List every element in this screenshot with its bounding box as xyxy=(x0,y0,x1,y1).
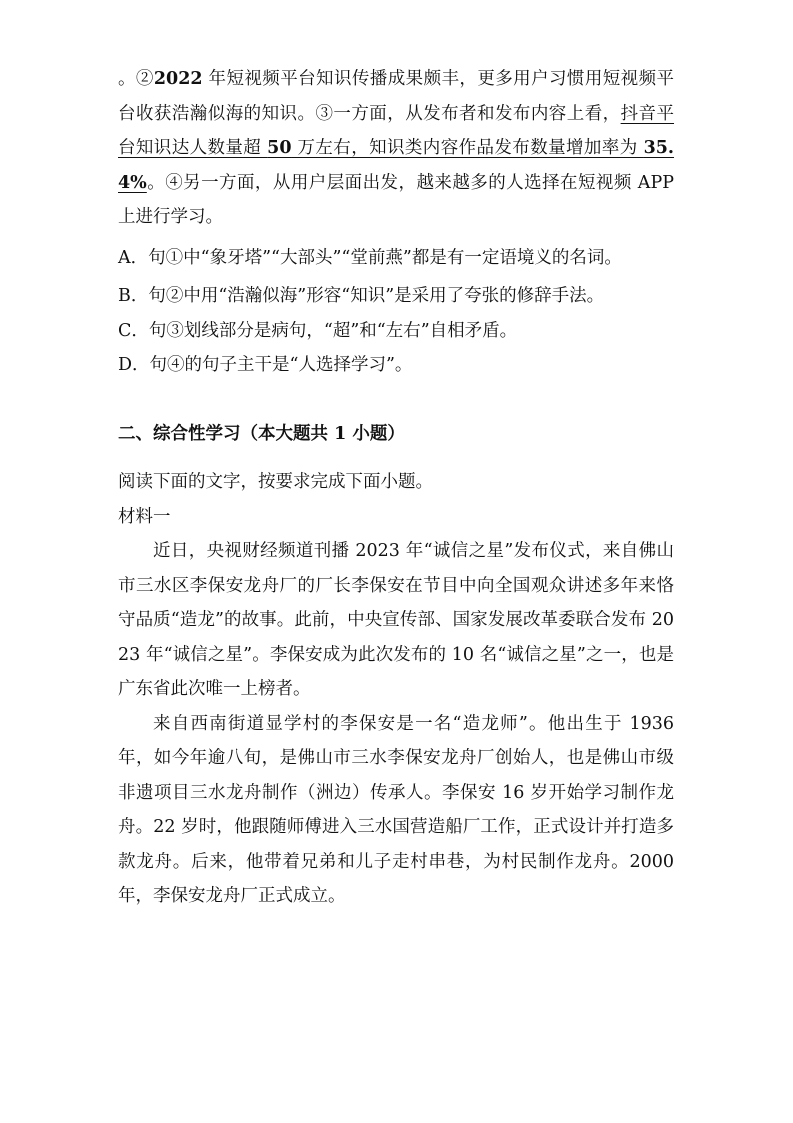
material-paragraph-2: 来自西南街道显学村的李保安是一名“造龙师”。他出生于 1936 年，如今年逾八旬，是佛山市三水李保安龙舟厂创始人，也是佛山市级非遗项目三水龙舟制作（洲边）传承人。李保安 16 岁开始学习制作龙舟。22 岁时，他跟随师傅进入三水国营造船厂工作，正式设计并打造多款龙舟。后来，他带着兄弟和儿子走村串巷，为村民制作龙舟。2000 年，李保安龙舟厂正式成立。 xyxy=(118,713,674,906)
passage-s2-prefix: 。② xyxy=(118,69,154,89)
passage-s2-year: 2022 xyxy=(153,69,203,89)
option-b: B．句②中用“浩瀚似海”形容“知识”是采用了夸张的修辞手法。 xyxy=(118,286,605,306)
instruction-text: 阅读下面的文字，按要求完成下面小题。 xyxy=(118,472,433,492)
passage-tail: 。④另一方面，从用户层面出发，越来越多的人选择在短视频 APP 上进行学习。 xyxy=(118,172,674,227)
option-c: C．句③划线部分是病句，“超”和“左右”自相矛盾。 xyxy=(118,320,518,341)
option-a: A．句①中“象牙塔”“大部头”“堂前燕”都是有一定语境义的名词。 xyxy=(118,247,622,268)
document-page xyxy=(118,62,674,914)
passage-text xyxy=(118,62,674,235)
section-title: 二、综合性学习（本大题共 1 小题） xyxy=(118,423,405,444)
passage-s2-text: 年短视频平台知识传播成果颇丰，更多用户习惯用短视频平台收获浩瀚似海的知识。③一方面，从发布者和发布内容上看， xyxy=(118,69,675,124)
material-label: 材料一 xyxy=(118,506,171,527)
underlined-part-b: 万左右，知识类内容作品发布数量增加率为 xyxy=(291,138,644,158)
underlined-num-1: 50 xyxy=(267,138,292,158)
underlined-part-a: 抖音平台知识达人数量超 xyxy=(118,103,675,158)
underlined-num-2: 35.4% xyxy=(118,138,675,193)
option-d: D．句④的句子主干是“人选择学习”。 xyxy=(118,355,413,375)
material-paragraph-1: 近日，央视财经频道刊播 2023 年“诚信之星”发布仪式，来自佛山市三水区李保安龙舟厂的厂长李保安在节目中向全国观众讲述多年来恪守品质“造龙”的故事。此前，中央宣传部、国家发展改革委联合发布 2023 年“诚信之星”。李保安成为此次发布的 10 名“诚信之星”之一，也是广东省此次唯一上榜者。 xyxy=(118,541,674,699)
